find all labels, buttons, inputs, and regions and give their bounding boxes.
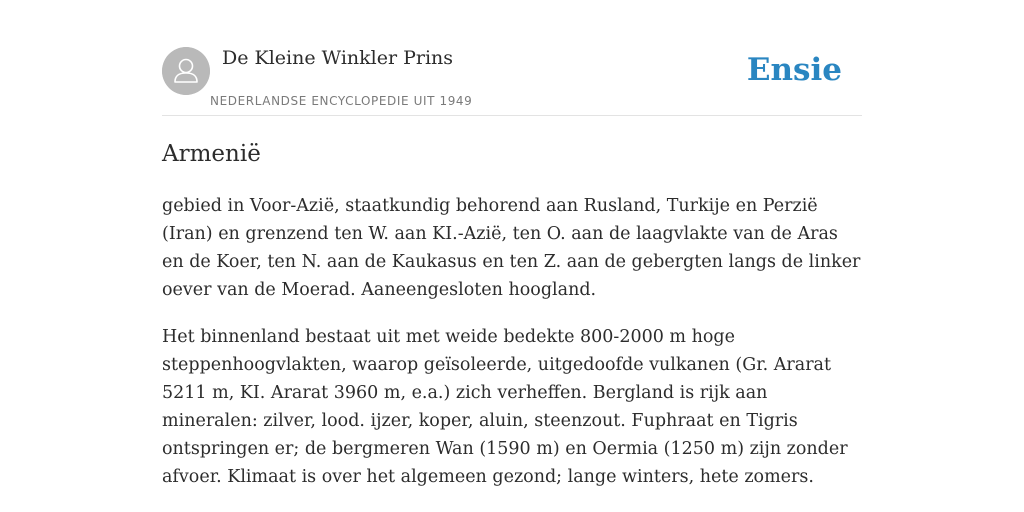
source-name[interactable]: De Kleine Winkler Prins bbox=[222, 47, 454, 69]
article-paragraph: gebied in Voor-Azië, staatkundig behorend aan Rusland, Turkije en Perzië (Iran) en grenzend ten W. aan KI.-Azië, ten O. aan de laagvlakte van de Aras en de Koer, ten N. aan de Kaukasus en ten Z. aan de gebergten langs de linker oever van de Moerad. Aaneengesloten hoogland. bbox=[162, 196, 861, 300]
ensie-logo-link[interactable]: Ensie bbox=[746, 52, 842, 88]
article-paragraph: Het binnenland bestaat uit met weide bedekte 800-2000 m hoge steppenhoogvlakten, waarop geïsoleerde, uitgedoofde vulkanen (Gr. Ararat 5211 m, KI. Ararat 3960 m, e.a.) zich verheffen. Bergland is rijk aan mineralen: zilver, lood. ijzer, koper, aluin, steenzout. Fuphraat en Tigris ontspringen er; de bergmeren Wan (1590 m) en Oermia (1250 m) zijn zonder afvoer. Klimaat is over het algemeen gezond; lange winters, hete zomers. bbox=[162, 327, 848, 487]
source-header bbox=[162, 46, 862, 116]
avatar[interactable] bbox=[162, 47, 210, 95]
person-icon bbox=[162, 47, 210, 95]
source-subtitle: NEDERLANDSE ENCYCLOPEDIE UIT 1949 bbox=[210, 94, 473, 108]
article-title: Armenië bbox=[162, 141, 261, 167]
article-body bbox=[162, 192, 862, 510]
